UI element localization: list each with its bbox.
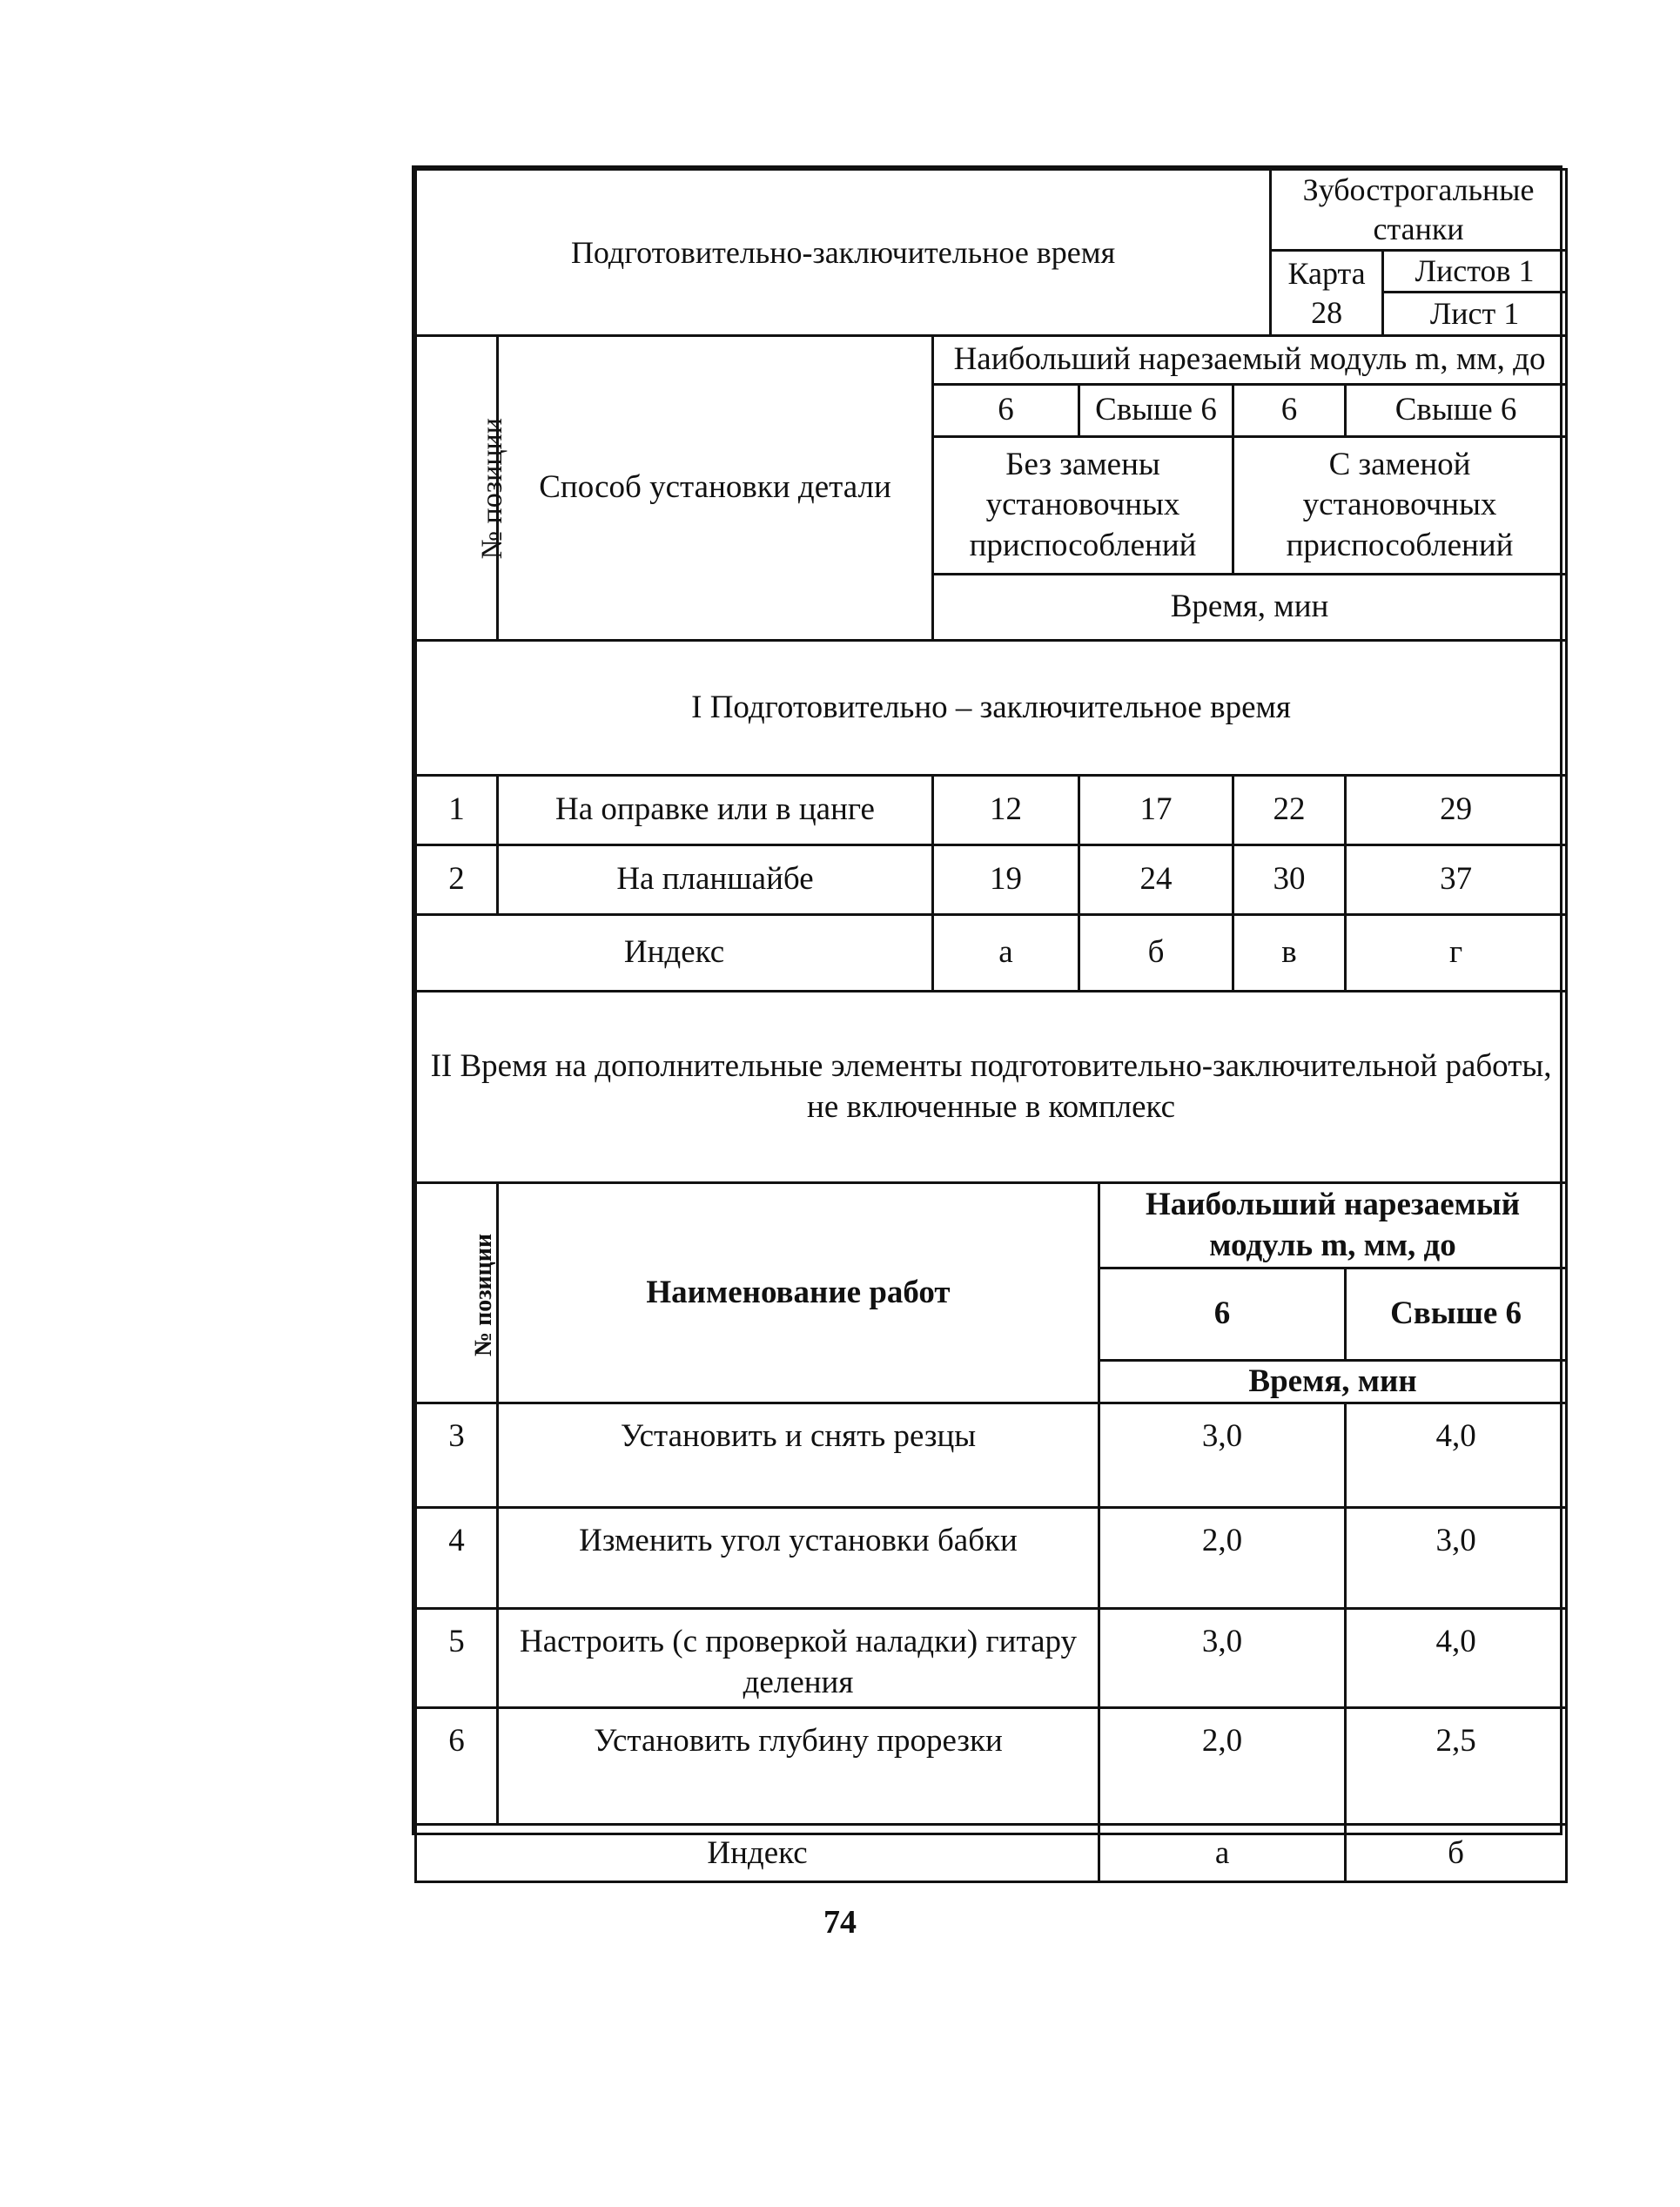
row-value: 3,0 (1099, 1609, 1346, 1708)
row-name: Установить и снять резцы (498, 1403, 1099, 1508)
index-value: а (1099, 1825, 1346, 1882)
row-name: На оправке или в цанге (498, 776, 933, 845)
row-value: 22 (1233, 776, 1346, 845)
row-value: 17 (1079, 776, 1233, 845)
row-value: 3,0 (1346, 1508, 1567, 1609)
row-name: Установить глубину прорезки (498, 1708, 1099, 1825)
row-name: Настроить (с проверкой наладки) гитару деления (498, 1609, 1099, 1708)
col-header-2: Свыше 6 (1079, 385, 1233, 437)
row-pos: 1 (416, 776, 498, 845)
index-label: Индекс (416, 915, 933, 992)
index-value: б (1079, 915, 1233, 992)
table-row (416, 1609, 1567, 1708)
row-value: 12 (933, 776, 1079, 845)
row-value: 24 (1079, 845, 1233, 915)
row-value: 4,0 (1346, 1609, 1567, 1708)
row-value: 2,5 (1346, 1708, 1567, 1825)
row-value: 4,0 (1346, 1403, 1567, 1508)
sheets-total: Листов 1 (1383, 251, 1567, 293)
sheet-number: Лист 1 (1383, 293, 1567, 336)
col-header-4: Свыше 6 (1346, 385, 1567, 437)
index-value: в (1233, 915, 1346, 992)
norms-table (412, 165, 1562, 1871)
work-name-header: Наименование работ (498, 1183, 1099, 1403)
table-row (416, 1403, 1567, 1508)
row-value: 2,0 (1099, 1708, 1346, 1825)
header-title: Подготовительно-заключительное время (416, 170, 1271, 336)
time-unit-header-2: Время, мин (1099, 1361, 1567, 1403)
page-number: 74 (823, 1904, 857, 1941)
row-value: 30 (1233, 845, 1346, 915)
index-value: а (933, 915, 1079, 992)
col-header-3: 6 (1233, 385, 1346, 437)
index-row-2 (416, 1825, 1567, 1882)
table-row (416, 776, 1567, 845)
row-value: 19 (933, 845, 1079, 915)
group-with-replacement: С заменой установочных приспособлений (1233, 437, 1567, 575)
col-header-1: 6 (933, 385, 1079, 437)
module-header: Наибольший нарезаемый модуль m, мм, до (933, 336, 1567, 385)
row-pos: 4 (416, 1508, 498, 1609)
method-header: Способ установки детали (498, 336, 933, 641)
card-number: Карта 28 (1271, 251, 1383, 336)
index-value: г (1346, 915, 1567, 992)
row-value: 37 (1346, 845, 1567, 915)
machine-name: Зубострогальные станки (1271, 170, 1567, 251)
time-unit-header: Время, мин (933, 575, 1567, 641)
row-pos: 5 (416, 1609, 498, 1708)
row-value: 29 (1346, 776, 1567, 845)
row-name: На планшайбе (498, 845, 933, 915)
section-1-title: I Подготовительно – заключительное время (416, 641, 1567, 776)
index-value: б (1346, 1825, 1567, 1882)
row-value: 2,0 (1099, 1508, 1346, 1609)
col-header-2-1: 6 (1099, 1268, 1346, 1361)
col-header-2-2: Свыше 6 (1346, 1268, 1567, 1361)
pos-header-2: № позиции (416, 1183, 498, 1403)
table-row (416, 1508, 1567, 1609)
row-value: 3,0 (1099, 1403, 1346, 1508)
pos-header: № позиции (416, 336, 498, 641)
row-pos: 3 (416, 1403, 498, 1508)
group-without-replacement: Без замены установочных приспособлений (933, 437, 1233, 575)
row-pos: 6 (416, 1708, 498, 1825)
module-header-2: Наибольший нарезаемый модуль m, мм, до (1099, 1183, 1567, 1268)
index-row (416, 915, 1567, 992)
row-pos: 2 (416, 845, 498, 915)
table-row (416, 845, 1567, 915)
section-2-title: II Время на дополнительные элементы подготовительно-заключительной работы, не включенные в комплекс (416, 992, 1567, 1183)
table-row (416, 1708, 1567, 1825)
row-name: Изменить угол установки бабки (498, 1508, 1099, 1609)
index-label-2: Индекс (416, 1825, 1099, 1882)
